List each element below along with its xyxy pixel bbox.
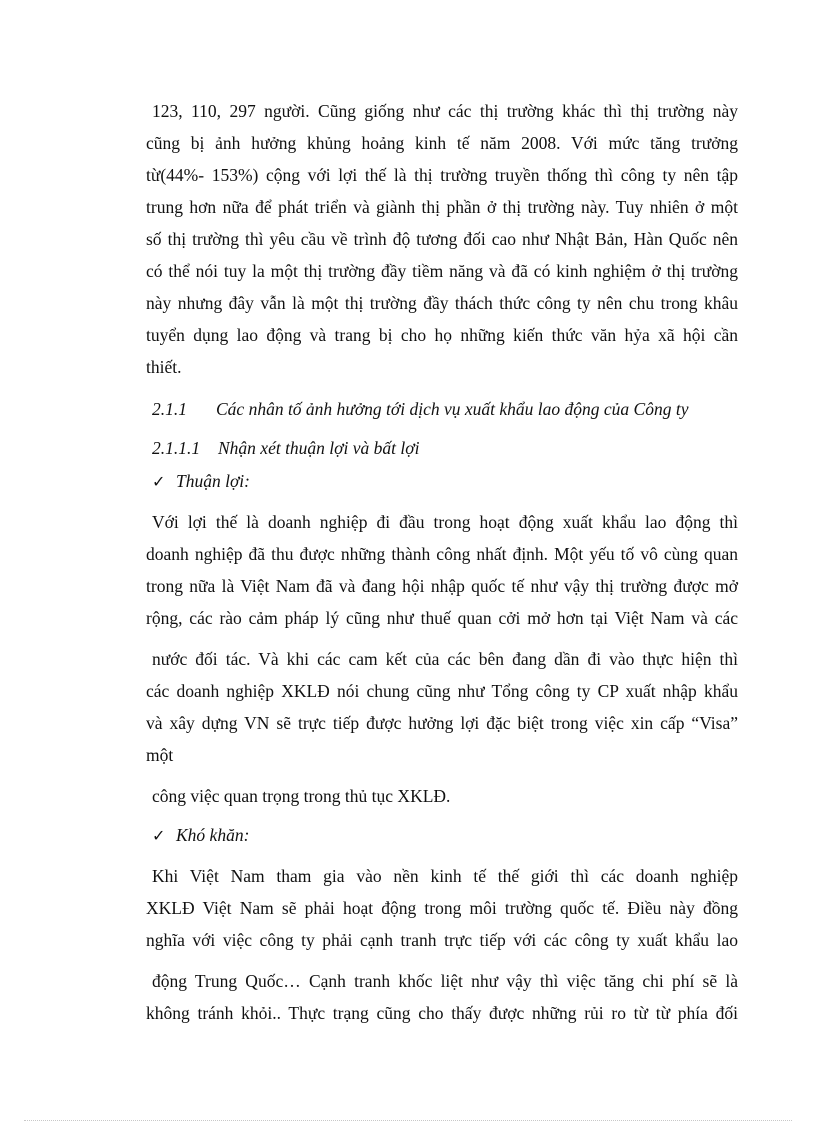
paragraph-line: công việc quan trọng trong thủ tục XKLĐ. [152, 786, 451, 806]
paragraph-line: Khi Việt Nam tham gia vào nền kinh tế thế giới thì các doanh nghiệp [152, 866, 738, 886]
paragraph-line: từ(44%- 153%) cộng với lợi thế là thị trường truyền thống thì công ty nên tập [146, 165, 738, 185]
checkmark-icon: ✓ [152, 474, 166, 491]
paragraph-line: cũng bị ảnh hưởng khủng hoảng kinh tế năm 2008. Với mức tăng trưởng [146, 133, 738, 153]
paragraph-line: Với lợi thế là doanh nghiệp đi đầu trong hoạt động xuất khẩu lao động thì [152, 512, 738, 532]
paragraph-line: và xây dựng VN sẽ trực tiếp được hưởng lợi đặc biệt trong việc xin cấp “Visa” [146, 713, 738, 733]
paragraph-line: có thể nói tuy la một thị trường đầy tiềm năng và đã có kinh nghiệm ở thị trường [146, 261, 738, 281]
paragraph-line: trung hơn nữa để phát triển và giành thị phần ở thị trường này. Tuy nhiên ở một [146, 197, 738, 217]
section-heading [152, 398, 688, 420]
paragraph-line: không tránh khỏi.. Thực trạng cũng cho thấy được những rủi ro từ từ phía đối [146, 1003, 738, 1023]
paragraph-line: trong nữa là Việt Nam đã và đang hội nhập quốc tế như vậy thị trường được mở [146, 576, 738, 596]
paragraph-line: này nhưng đây vẫn là một thị trường đầy thách thức công ty nên chu trong khâu [146, 293, 738, 313]
checkmark-icon: ✓ [152, 828, 166, 845]
paragraph-line: XKLĐ Việt Nam sẽ phải hoạt động trong môi trường quốc tế. Điều này đồng [146, 898, 738, 918]
section-title: Các nhân tố ảnh hưởng tới dịch vụ xuất khẩu lao động của Công ty [216, 399, 689, 419]
paragraph-line: 123, 110, 297 người. Cũng giống như các thị trường khác thì thị trường này [152, 101, 738, 121]
paragraph-line: tuyển dụng lao động và trang bị cho họ những kiến thức văn hỷa xã hội cần [146, 325, 738, 345]
paragraph-line: nghĩa với việc công ty phải cạnh tranh trực tiếp với các công ty xuất khẩu lao [146, 930, 738, 950]
subsection-heading [152, 437, 419, 459]
paragraph-line: động Trung Quốc… Cạnh tranh khốc liệt như vậy thì việc tăng chi phí sẽ là [152, 971, 738, 991]
paragraph-line: thiết. [146, 357, 182, 377]
paragraph-line: các doanh nghiệp XKLĐ nói chung cũng như Tổng công ty CP xuất nhập khẩu [146, 681, 738, 701]
paragraph-line: rộng, các rào cảm pháp lý cũng như thuế quan cởi mở hơn tại Việt Nam và các [146, 608, 738, 628]
paragraph-line: số thị trường thì yêu cầu về trình độ tương đối cao như Nhật Bản, Hàn Quốc nên [146, 229, 738, 249]
advantages-label-text: Thuận lợi: [176, 471, 250, 491]
difficulties-label-text: Khó khăn: [176, 825, 250, 845]
paragraph-line: nước đối tác. Và khi các cam kết của các bên đang dần đi vào thực hiện thì [152, 649, 738, 669]
paragraph-line: doanh nghiệp đã thu được những thành công nhất định. Một yếu tố vô cùng quan [146, 544, 738, 564]
section-number: 2.1.1 [152, 399, 187, 419]
difficulties-label [152, 824, 249, 848]
page-bottom-rule [24, 1120, 792, 1121]
paragraph-line: một [146, 745, 174, 765]
subsection-number: 2.1.1.1 [152, 438, 201, 458]
advantages-label [152, 470, 250, 494]
subsection-title: Nhận xét thuận lợi và bất lợi [218, 438, 420, 458]
